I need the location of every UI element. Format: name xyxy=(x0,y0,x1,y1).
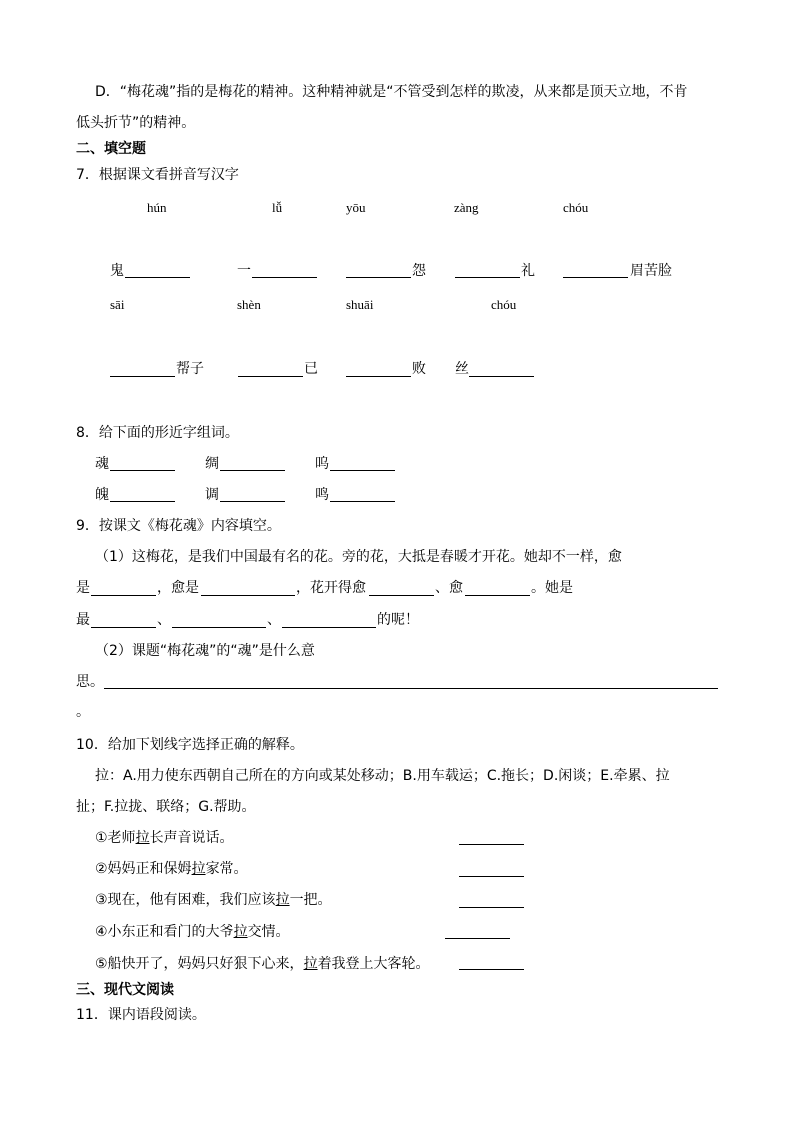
q7-blank-5[interactable] xyxy=(563,277,628,278)
q10-item-4-key: 拉 xyxy=(233,924,248,940)
q7-char-3: 怨 xyxy=(412,263,426,279)
q9-blank-7[interactable] xyxy=(282,627,376,628)
q9-part1-l2-b: ，愈是 xyxy=(157,580,199,596)
q10-item-2-key: 拉 xyxy=(191,861,206,877)
q9-blank-4[interactable] xyxy=(465,595,530,596)
q8-blank-1[interactable] xyxy=(110,470,175,471)
q10-blank-5[interactable] xyxy=(459,969,524,970)
q7-pinyin-8: shuāi xyxy=(346,297,374,312)
q9-part2-line1: （2）课题“梅花魂”的“魂”是什么意 xyxy=(95,643,315,659)
q8-blank-2[interactable] xyxy=(220,470,285,471)
q7-blank-9[interactable] xyxy=(469,376,534,377)
q7-char-4: 礼 xyxy=(521,263,535,279)
q9-blank-5[interactable] xyxy=(91,627,156,628)
q9-blank-6[interactable] xyxy=(172,627,266,628)
q7-char-8: 败 xyxy=(412,361,426,377)
q7-char-2: 一 xyxy=(237,263,251,279)
q10-definition-line1: 拉：A.用力使东西朝自己所在的方向或某处移动；B.用车载运；C.拖长；D.闲谈；E.牵累、拉 xyxy=(95,768,670,784)
q10-blank-2[interactable] xyxy=(459,876,524,877)
q10-item-4: ④小东正和看门的大爷拉交情。 xyxy=(95,924,290,940)
q9-blank-3[interactable] xyxy=(369,595,434,596)
q10-blank-4[interactable] xyxy=(445,938,510,939)
q9-part1-l3-a: 最 xyxy=(76,612,90,628)
q7-pinyin-9: chóu xyxy=(491,297,517,312)
q9-part1-l2-e: 。她是 xyxy=(531,580,573,596)
q9-title: 9．按课文《梅花魂》内容填空。 xyxy=(76,518,281,534)
q7-blank-2[interactable] xyxy=(252,277,317,278)
q7-blank-8[interactable] xyxy=(346,376,411,377)
q7-blank-4[interactable] xyxy=(455,277,520,278)
q9-part1-l2-c: ，花开得愈 xyxy=(296,580,366,596)
q8-title: 8．给下面的形近字组词。 xyxy=(76,425,239,441)
q7-blank-7[interactable] xyxy=(238,376,303,377)
q8-char-1: 魂 xyxy=(95,456,109,472)
q8-blank-6[interactable] xyxy=(330,501,395,502)
q10-item-1-key: 拉 xyxy=(135,830,150,846)
q10-title: 10．给加下划线字选择正确的解释。 xyxy=(76,737,304,753)
q9-blank-8[interactable] xyxy=(104,688,718,689)
q8-char-6: 鸣 xyxy=(315,487,329,503)
q7-char-7: 已 xyxy=(304,361,318,377)
q9-part1-l3-sep1: 、 xyxy=(157,612,171,628)
q10-blank-1[interactable] xyxy=(459,844,524,845)
q8-char-3: 呜 xyxy=(315,456,329,472)
q11-title: 11．课内语段阅读。 xyxy=(76,1007,206,1023)
q7-blank-1[interactable] xyxy=(125,277,190,278)
q10-item-3-key: 拉 xyxy=(275,892,290,908)
q7-pinyin-3: yōu xyxy=(346,200,366,215)
q9-part1-l2-a: 是 xyxy=(76,580,90,596)
q9-part1-line1: （1）这梅花，是我们中国最有名的花。旁的花，大抵是春暖才开花。她却不一样，愈 xyxy=(95,549,622,565)
q9-blank-2[interactable] xyxy=(201,595,295,596)
q7-blank-3[interactable] xyxy=(346,277,411,278)
q9-part2-end: 。 xyxy=(76,704,90,720)
q7-char-6: 帮子 xyxy=(176,361,204,377)
q10-definition-line2: 扯；F.拉拢、联络；G.帮助。 xyxy=(76,799,256,815)
q7-pinyin-1: hún xyxy=(147,200,167,215)
q6-option-d-line2: 低头折节”的精神。 xyxy=(76,115,196,131)
q7-pinyin-5: chóu xyxy=(563,200,589,215)
q7-char-5: 眉苦脸 xyxy=(630,263,672,279)
q10-item-3: ③现在，他有困难，我们应该拉一把。 xyxy=(95,892,332,908)
q9-blank-1[interactable] xyxy=(91,595,156,596)
q8-char-4: 魄 xyxy=(95,487,109,503)
q7-title: 7．根据课文看拼音写汉字 xyxy=(76,167,239,183)
q7-pinyin-4: zàng xyxy=(454,200,479,215)
q9-part1-l2-d: 、愈 xyxy=(435,580,463,596)
q10-blank-3[interactable] xyxy=(459,907,524,908)
q8-char-2: 绸 xyxy=(205,456,219,472)
q9-part2-l2-a: 思。 xyxy=(76,674,104,690)
q7-pinyin-7: shèn xyxy=(237,297,261,312)
q7-char-1: 鬼 xyxy=(110,263,124,279)
q9-part1-l3-sep2: 、 xyxy=(267,612,281,628)
q7-pinyin-6: sāi xyxy=(110,297,125,312)
q10-item-5: ⑤船快开了，妈妈只好狠下心来，拉着我登上大客轮。 xyxy=(95,956,430,972)
q10-item-5-key: 拉 xyxy=(303,956,318,972)
q10-item-2: ②妈妈正和保姆拉家常。 xyxy=(95,861,248,877)
q8-blank-3[interactable] xyxy=(330,470,395,471)
section-2-title: 二、填空题 xyxy=(76,141,146,157)
q7-blank-6[interactable] xyxy=(110,376,175,377)
q6-option-d-line1: D．“梅花魂”指的是梅花的精神。这种精神就是“不管受到怎样的欺凌，从来都是顶天立地，不肯 xyxy=(95,84,688,100)
q8-blank-5[interactable] xyxy=(220,501,285,502)
q10-item-1: ①老师拉长声音说话。 xyxy=(95,830,234,846)
q9-part1-l3-end: 的呢！ xyxy=(377,612,419,628)
q8-char-5: 调 xyxy=(205,487,219,503)
q7-pinyin-2: lǚ xyxy=(272,200,283,215)
q8-blank-4[interactable] xyxy=(110,501,175,502)
q7-char-9: 丝 xyxy=(455,361,469,377)
section-3-title: 三、现代文阅读 xyxy=(76,982,174,998)
